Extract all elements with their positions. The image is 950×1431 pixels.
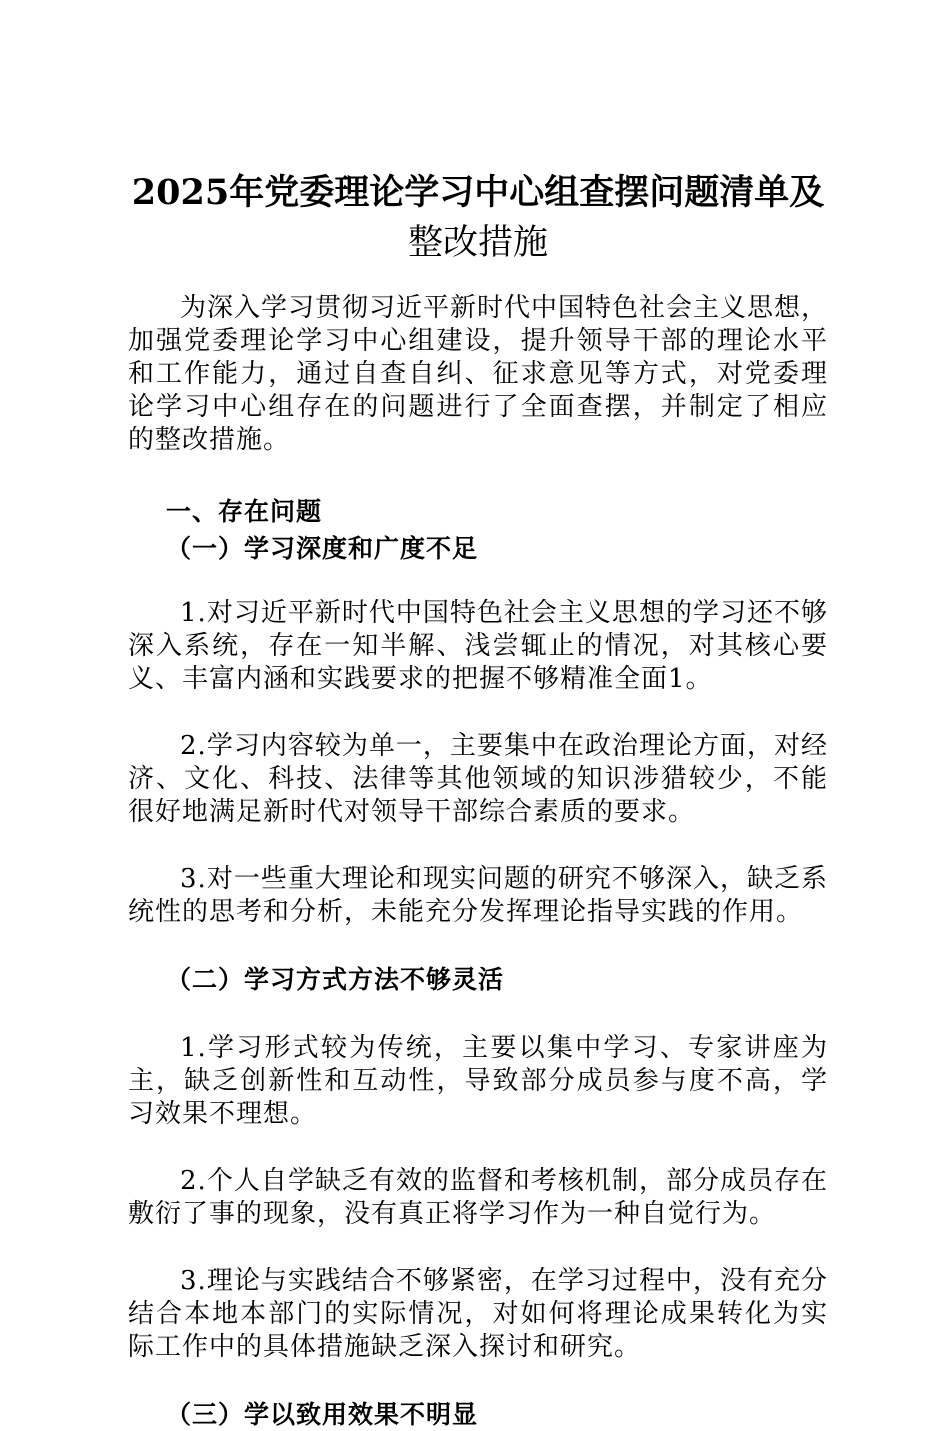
section-heading-problems: 一、存在问题: [166, 497, 323, 526]
list-item: 2.个人自学缺乏有效的监督和考核机制，部分成员存在敷衍了事的现象，没有真正将学习作为一种自觉行为。: [128, 1166, 828, 1229]
title-line-1: 2025年党委理论学习中心组查摆问题清单及: [131, 172, 825, 213]
list-item: 2.学习内容较为单一，主要集中在政治理论方面，对经济、文化、科技、法律等其他领域的知识涉猎较少，不能很好地满足新时代对领导干部综合素质的要求。: [128, 731, 828, 827]
intro-paragraph: 为深入学习贯彻习近平新时代中国特色社会主义思想，加强党委理论学习中心组建设，提升领导干部的理论水平和工作能力，通过自查自纠、征求意见等方式，对党委理论学习中心组存在的问题进行了全面查摆，并制定了相应的整改措施。: [128, 293, 829, 455]
subsection-heading-1: （一）学习深度和广度不足: [166, 534, 479, 563]
list-item: 1.对习近平新时代中国特色社会主义思想的学习还不够深入系统，存在一知半解、浅尝辄止的情况，对其核心要义、丰富内涵和实践要求的把握不够精准全面1。: [128, 598, 828, 694]
subsection-heading-2: （二）学习方式方法不够灵活: [166, 965, 505, 994]
document-title: [128, 168, 828, 268]
list-item: 3.理论与实践结合不够紧密，在学习过程中，没有充分结合本地本部门的实际情况，对如何将理论成果转化为实际工作中的具体措施缺乏深入探讨和研究。: [128, 1266, 828, 1362]
document-page: [128, 168, 828, 1431]
list-item: 3.对一些重大理论和现实问题的研究不够深入，缺乏系统性的思考和分析，未能充分发挥理论指导实践的作用。: [128, 864, 828, 927]
title-line-2: 整改措施: [407, 223, 548, 263]
subsection-heading-3: （三）学以致用效果不明显: [166, 1400, 479, 1429]
list-item: 1.学习形式较为传统，主要以集中学习、专家讲座为主，缺乏创新性和互动性，导致部分成员参与度不高，学习效果不理想。: [128, 1033, 828, 1129]
